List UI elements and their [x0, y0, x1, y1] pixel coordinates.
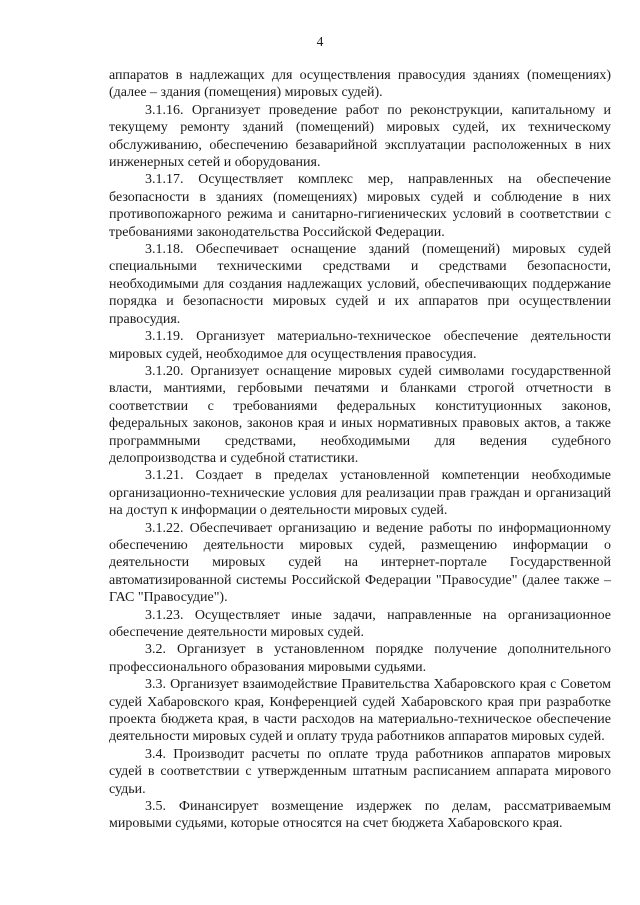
- paragraph-3-1-16: 3.1.16. Организует проведение работ по реконструкции, капитальному и текущему ремонту зданий (помещений) мировых судей, их техническому обслуживанию, обеспечению безаварийной эксплуатации расположенных в них инженерных сетей и оборудования.: [109, 102, 611, 171]
- page-number: 4: [316, 34, 324, 49]
- paragraph-3-1-23: 3.1.23. Осуществляет иные задачи, направленные на организационное обеспечение деятельности мировых судей.: [109, 607, 611, 640]
- paragraph-3-1-22: 3.1.22. Обеспечивает организацию и ведение работы по информационному обеспечению деятельности мировых судей, размещению информации о деятельности мировых судей на интернет-портале Государственной автоматизированной системы Российской Федерации "Правосудие" (далее также – ГАС "Правосудие").: [109, 520, 611, 606]
- paragraph-3-4: 3.4. Производит расчеты по оплате труда работников аппаратов мировых судей в соответствии с утвержденным штатным расписанием аппарата мирового судьи.: [109, 746, 611, 797]
- paragraph-3-3: 3.3. Организует взаимодействие Правительства Хабаровского края с Советом судей Хабаровского края, Конференцией судей Хабаровского края при разработке проекта бюджета края, в части расходов на материально-техническое обеспечение деятельности мировых судей и оплату труда работников аппаратов мировых судей.: [109, 677, 611, 745]
- paragraph-3-5: 3.5. Финансирует возмещение издержек по делам, рассматриваемым мировыми судьями, которые относятся на счет бюджета Хабаровского края.: [109, 799, 611, 832]
- paragraph-3-1-20: 3.1.20. Организует оснащение мировых судей символами государственной власти, мантиями, гербовыми печатями и бланками строгой отчетности в соответствии с требованиями федеральных конституционных законов, федеральных законов, законов края и иных нормативных правовых актов, а также программными средствами, необходимыми для ведения судебного делопроизводства и судебной статистики.: [109, 363, 611, 466]
- paragraph-3-1-18: 3.1.18. Обеспечивает оснащение зданий (помещений) мировых судей специальными техническими средствами и средствами безопасности, необходимыми для создания надлежащих условий, обеспечивающих поддержание порядка и безопасности мировых судей и их аппаратов при осуществлении правосудия.: [109, 242, 611, 327]
- paragraph-continuation: аппаратов в надлежащих для осуществления правосудия зданиях (помещениях) (далее – здания (помещения) мировых судей).: [109, 68, 611, 101]
- paragraph-3-2: 3.2. Организует в установленном порядке получение дополнительного профессионального образования мировыми судьями.: [109, 642, 611, 675]
- paragraph-3-1-17: 3.1.17. Осуществляет комплекс мер, направленных на обеспечение безопасности в зданиях (помещениях) мировых судей и соблюдение в них противопожарного режима и санитарно-гигиенических условий в соответствии с требованиями законодательства Российской Федерации.: [109, 172, 611, 240]
- paragraph-3-1-19: 3.1.19. Организует материально-техническое обеспечение деятельности мировых судей, необходимое для осуществления правосудия.: [109, 329, 611, 362]
- document-body: [109, 67, 611, 833]
- paragraph-3-1-21: 3.1.21. Создает в пределах установленной компетенции необходимые организационно-технические условия для реализации прав граждан и организаций на доступ к информации о деятельности мировых судей.: [109, 468, 611, 519]
